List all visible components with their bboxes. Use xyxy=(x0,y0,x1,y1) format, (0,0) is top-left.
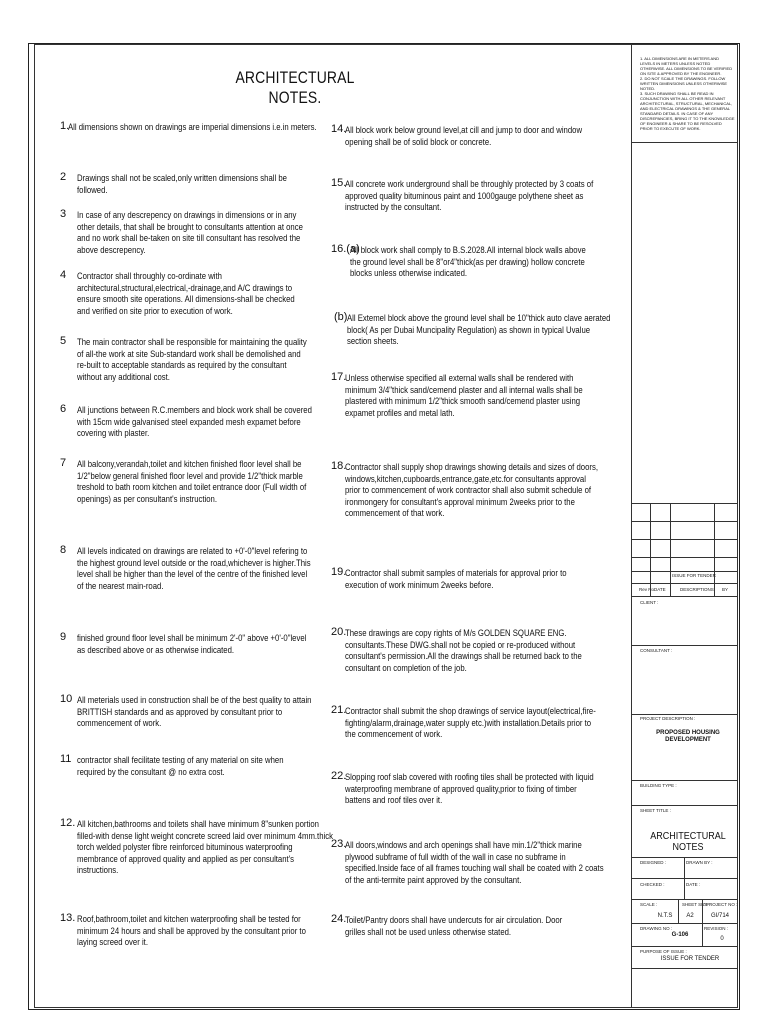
note-text-content: All kitchen,bathrooms and toilets shall have minimum 8"sunken portion filled-with dense light weight concrete screed laid over minimum 4mm.thick torch welded polyster fibre reinforced bituminous waterproofing membrance of approved quality and applied as per consultant's instructions. xyxy=(77,819,333,875)
note-number-text: 5 xyxy=(60,335,67,347)
note-text xyxy=(77,459,356,505)
date-label: DATE : xyxy=(686,882,701,887)
note-text-content: All block work shall comply to B.S.2028.All internal block walls above the ground level shall be 8"or4"thick(as per drawing) hollow concrete blocks unless otherwise indicated. xyxy=(350,245,586,278)
note-number xyxy=(60,270,66,282)
note-text xyxy=(345,568,624,591)
note-text xyxy=(345,915,612,938)
note-text-content: These drawings are copy rights of M/s GOLDEN SQUARE ENG. consultants.These DWG.shall not be copied or re-produced without consultant's permission.All the drawings shall be returned back to the consultant on completion of the job. xyxy=(345,628,582,673)
note-number-text: 12. xyxy=(60,817,76,829)
note-text xyxy=(68,122,359,134)
note-number xyxy=(331,372,346,384)
note-text xyxy=(345,628,645,674)
note-text-content: Contractor shall supply shop drawings showing details and sizes of doors, windows,kitchen,cupboards,entrance,gate,etc.for consultants approval prior to commencement of work contractor shall also submit schedule of ironmongery for consultant's approval minimum 2weeks prior to the commencement of that work. xyxy=(345,462,598,518)
note-text xyxy=(77,173,347,196)
sheet-title: ARCHITECTURAL NOTES xyxy=(650,831,726,853)
rev-by-header: BY xyxy=(722,587,729,592)
note-number xyxy=(60,913,75,925)
note-text-content: All block work below ground level,at cill and jump to door and window opening shall be of solid block or concrete. xyxy=(345,125,583,147)
project-no-value: GI/714 xyxy=(710,913,729,919)
note-number xyxy=(60,818,75,830)
note-number xyxy=(60,404,66,416)
note-number-text: 24. xyxy=(331,913,347,925)
note-text xyxy=(345,706,645,741)
note-text-content: All concrete work underground shall be throughly protected by 3 coats of approved quality bituminous paint and 1000gauge polythene sheet as instructed by the consultant. xyxy=(345,179,594,212)
note-number xyxy=(60,632,66,644)
note-text-content: Contractor shall submit the shop drawings of service layout(electrical,fire-fighting/alarm,drainage,water supply etc.)with installation.Details prior to the commencement of work. xyxy=(345,706,596,739)
note-text xyxy=(350,245,629,280)
project-no-label: PROJECT NO : xyxy=(706,902,738,907)
note-text xyxy=(77,633,349,656)
note-number xyxy=(60,336,66,348)
note-text-content: Toilet/Pantry doors shall have undercuts for air circulation. Door grilles shall not be used unless otherwise stated. xyxy=(345,915,563,937)
note-number-text: 20. xyxy=(331,626,347,638)
rev-no-header: Rev No. xyxy=(639,587,656,592)
general-note-3: 3. SUCH DRAWING SHALL BE READ IN CONJUNCTION WITH ALL OTHER RELEVANT ARCHITECTURAL, STRUCTURAL, MECHANICAL, AND ELECTRICAL DRAWINGS & THE GENERAL STANDARD DETAILS. IN CASE OF ANY DISCREPANCIES, BRING IT TO THE KNOWLEDGE OF ENGINEER & SHARE TO BE RESOLVED PRIOR TO EXECUTE OF WORK. xyxy=(640,91,735,131)
note-text-content: All junctions between R.C.members and block work shall be covered with 15cm wide galvanised steel expanded mesh expamet before covering with plaster. xyxy=(77,405,312,438)
note-text-content: The main contractor shall be responsible for maintaining the quality of all-the work at site Sub-standard work shall be demolished and re-built to acceptable standards as required by the consultant without any additional cost. xyxy=(77,337,307,382)
note-number xyxy=(331,124,346,136)
general-note-2: 2. DO NOT SCALE THE DRAWINGS. FOLLOW WRITTEN DIMENSIONS UNLESS OTHERWISE NOTED. xyxy=(640,76,728,91)
note-number-text: 7 xyxy=(60,457,67,469)
note-number xyxy=(60,754,71,766)
sheet-title-label: SHEET TITLE : xyxy=(640,808,671,813)
project-description: PROPOSED HOUSING DEVELOPMENT xyxy=(656,730,720,743)
note-text xyxy=(77,546,354,592)
tb-divider xyxy=(632,142,738,143)
revision-value: 0 xyxy=(720,936,724,942)
note-number-text: 9 xyxy=(60,631,67,643)
consultant-label: CONSULTANT : xyxy=(640,648,673,653)
note-text xyxy=(77,755,349,778)
note-text-content: Unless otherwise specified all external walls shall be rendered with minimum 3/4"thick sand/cemend plaster and all internal walls shall be plastered with minimum 1/2"thick smooth sand/cemend plaster using expamet profiles and metal lath. xyxy=(345,373,583,418)
note-text-content: contractor shall fecilitate testing of any material on site when required by the consultant @ no extra cost. xyxy=(77,755,284,777)
sheet-size-label: SHEET SIZE : xyxy=(682,902,711,907)
note-text xyxy=(345,772,640,807)
note-number-text: 8 xyxy=(60,544,67,556)
purpose-label: PURPOSE OF ISSUE : xyxy=(640,949,687,954)
note-number xyxy=(331,771,346,783)
note-text-content: finished ground floor level shall be minimum 2'-0" above +0'-0"level as described above or as otherwise indicated. xyxy=(77,633,307,655)
checked-label: CHECKED : xyxy=(640,882,665,887)
rev-date-header: DATE xyxy=(654,587,666,592)
note-number-text: 1. xyxy=(60,120,70,132)
note-text xyxy=(345,462,640,520)
note-number-text: 22. xyxy=(331,770,347,782)
note-text xyxy=(77,695,356,730)
project-description-label: PROJECT DESCRIPTION : xyxy=(640,716,696,721)
note-text-content: All dimensions shown on drawings are imperial dimensions i.e.in meters. xyxy=(68,122,317,132)
note-text xyxy=(77,337,347,383)
note-number xyxy=(334,312,347,324)
note-number xyxy=(331,705,346,717)
note-number xyxy=(60,172,66,184)
note-text-content: Contractor shall submit samples of materials for approval prior to execution of work minimum 2weeks before. xyxy=(345,568,567,590)
note-text-content: Slopping roof slab covered with roofing tiles shall be protected with liquid waterproofing membrane of approved quality,prior to fixing of timber battens and roof tiles over it. xyxy=(345,772,594,805)
revision-issue-label: ISSUE FOR TENDER xyxy=(672,573,716,578)
note-text-content: Drawings shall not be scaled,only written dimensions shall be followed. xyxy=(77,173,287,195)
sheet-size-value: A2 xyxy=(686,913,694,919)
note-number-text: (b) xyxy=(334,311,348,323)
note-text-content: All balcony,verandah,toilet and kitchen finished floor level shall be 1/2"below general finished floor level and provide 1/2"thick marble treshold to bath room kitchen and toilet entrance door (Full width of openings) as per consultant's instruction. xyxy=(77,459,307,504)
note-number-text: 13. xyxy=(60,912,76,924)
note-text xyxy=(345,125,653,148)
client-label: CLIENT : xyxy=(640,600,659,605)
note-number-text: 4 xyxy=(60,269,67,281)
note-text xyxy=(77,271,347,317)
designed-label: DESIGNED : xyxy=(640,860,667,865)
scale-value: N.T.S xyxy=(657,913,673,919)
note-number-text: 23. xyxy=(331,838,347,850)
note-number xyxy=(60,209,66,221)
note-number-text: 17. xyxy=(331,371,347,383)
note-text-content: All Extemel block above the ground level shall be 10"thick auto clave aerated block( As per Dubai Muncipality Regulation) as shown in typical Uvalue section sheets. xyxy=(347,313,611,346)
note-number-text: 16.(a) xyxy=(331,243,360,255)
note-text xyxy=(77,405,356,440)
note-number-text: 11 xyxy=(60,753,72,765)
note-number xyxy=(331,914,346,926)
note-number-text: 10 xyxy=(60,693,73,705)
note-text-content: Roof,bathroom,toilet and kitchen waterproofing shall be tested for minimum 24 hours and shall be approved by the consultant prior to laying screed over it. xyxy=(77,914,306,947)
note-number xyxy=(60,694,72,706)
note-text xyxy=(345,179,640,214)
drawing-no-value: G-106 xyxy=(671,932,689,938)
note-number-text: 2 xyxy=(60,171,67,183)
drawing-no-label: DRAWING NO : xyxy=(640,926,673,931)
note-number xyxy=(60,458,66,470)
scale-label: SCALE : xyxy=(640,902,658,907)
note-text xyxy=(347,313,659,348)
note-text-content: All levels indicated on drawings are related to +0'-0"level refering to the highest ground level outside or the road,whichever is higher.This level shall be higher than the level of the centre of the finished level of the nearest main-road. xyxy=(77,546,311,591)
note-text xyxy=(345,373,645,419)
note-number xyxy=(331,839,346,851)
note-number xyxy=(60,545,66,557)
note-number-text: 21. xyxy=(331,704,347,716)
note-text-content: All meterials used in construction shall be of the best quality to attain BRITTISH standards and as approved by consultant prior to commencement of work. xyxy=(77,695,312,728)
rev-desc-header: DESCRIPTIONS xyxy=(680,587,714,592)
note-number-text: 6 xyxy=(60,403,67,415)
note-number xyxy=(331,461,346,473)
note-number xyxy=(331,627,346,639)
general-note-1: 1. ALL DIMENSIONS ARE IN METERS AND LEVELS IN METERS UNLESS NOTED OTHERWISE. ALL DIMENSIONS TO BE VERIFIED ON SITE & APPROVED BY THE ENGINEER. xyxy=(640,56,733,76)
note-number-text: 19. xyxy=(331,566,347,578)
note-number xyxy=(331,178,346,190)
note-number-text: 18. xyxy=(331,460,347,472)
page-title: ARCHITECTURAL NOTES. xyxy=(235,68,355,107)
note-number-text: 15. xyxy=(331,177,347,189)
purpose-value: ISSUE FOR TENDER xyxy=(660,956,720,962)
note-number-text: 14. xyxy=(331,123,347,135)
note-text xyxy=(77,210,354,256)
note-text-content: In case of any descrepency on drawings in dimensions or in any other details, that shall be brought to consultants attention at once and no work shall be-taken on site till consultant has resolved the above descrepency. xyxy=(77,210,303,255)
drawn-by-label: DRAWN BY : xyxy=(686,860,713,865)
note-text xyxy=(77,914,356,949)
note-number-text: 3 xyxy=(60,208,67,220)
note-number xyxy=(331,567,346,579)
note-text-content: All doors,windows and arch openings shall have min.1/2"thick marine plywood subframe of full width of the wall in case no subframe in specified.Inside face of all frames touching wall shall be coated with 2 coats of the anti-termite paint approved by the consultant. xyxy=(345,840,604,885)
revision-label: REVISION : xyxy=(704,926,729,931)
note-text-content: Contractor shall throughly co-ordinate with architectural,structural,electrical,-drainage,and A/C drawings to ensure smooth site operations. All dimensions-shall be checked and verified on site prior to execution of work. xyxy=(77,271,295,316)
building-type-label: BUILDING TYPE : xyxy=(640,783,677,788)
note-text xyxy=(345,840,652,886)
